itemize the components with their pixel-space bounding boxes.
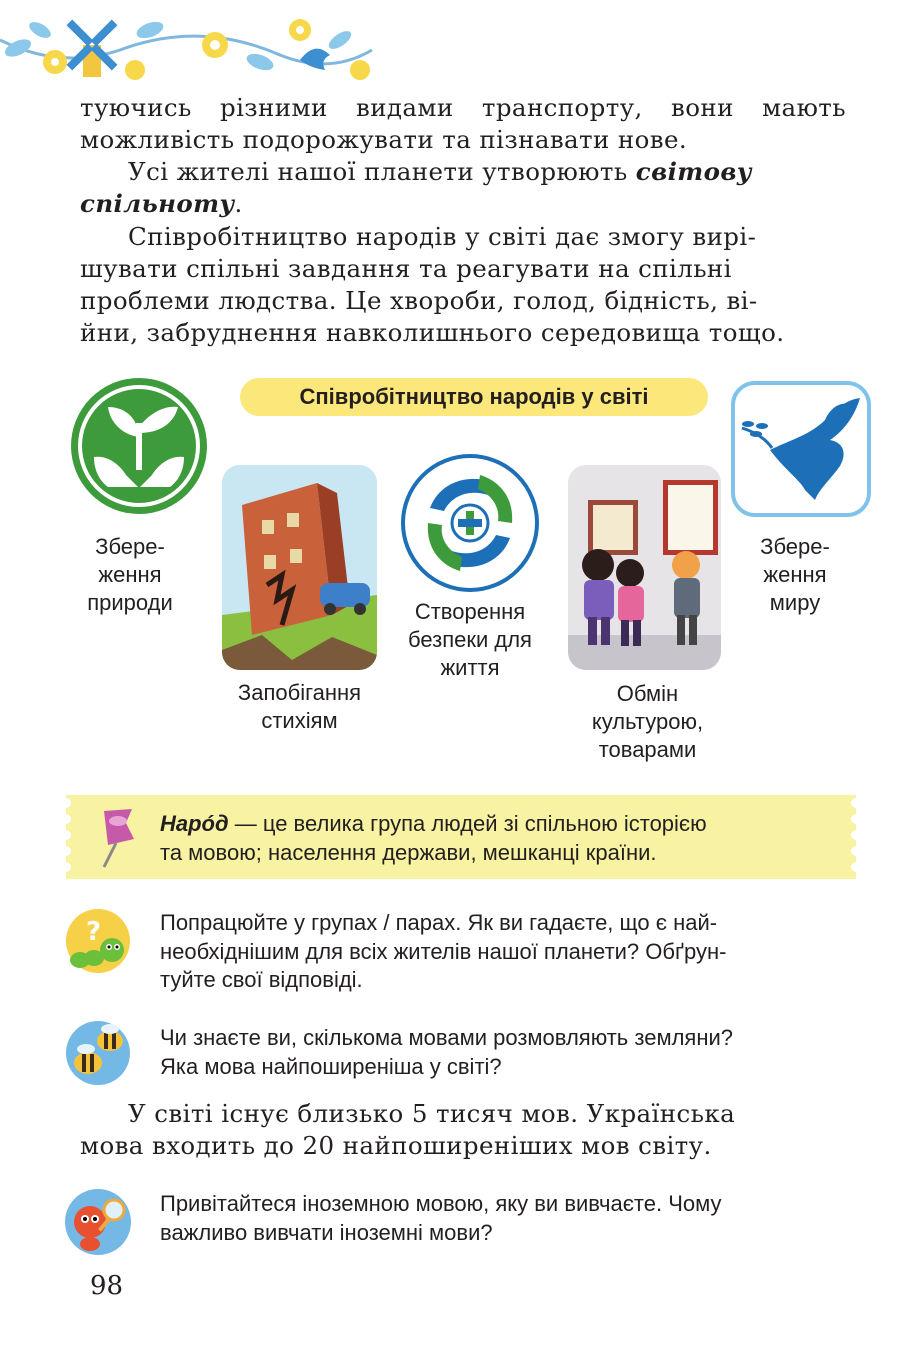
label-line: Збере- — [760, 534, 830, 559]
label-line: Створення — [414, 599, 526, 624]
label-line: Запобігання — [237, 680, 362, 705]
text-line: шувати спільні завдання та реагувати на спільні — [80, 254, 732, 283]
question-caterpillar-icon — [62, 908, 134, 974]
text-run: Усі жителі нашої планети утворюють — [128, 157, 636, 186]
task-text — [160, 1190, 850, 1247]
nature-label — [60, 533, 200, 617]
page-number: 98 — [90, 1271, 124, 1301]
label-line: життя — [440, 655, 500, 680]
label-line: ження — [763, 562, 827, 587]
world-community-paragraph — [80, 156, 846, 220]
ant-magnifier-icon — [62, 1186, 134, 1258]
definition-line — [160, 810, 850, 839]
key-term: спільноту — [80, 189, 235, 218]
task-line: Чи знаєте ви, скількома мовами розмовляють земляни? — [160, 1025, 733, 1050]
text-line: туючись різними видами транспорту, вони мають — [80, 93, 846, 122]
label-line: природи — [87, 590, 173, 615]
label-line: Обмін — [616, 681, 679, 706]
label-line: ження — [98, 562, 162, 587]
task-line: необхіднішим для всіх жителів нашої планети? Обґрун- — [160, 938, 727, 964]
label-line: культурою, — [591, 709, 704, 734]
culture-label — [560, 680, 735, 764]
safety-hands-icon — [400, 453, 540, 593]
definition-line: та мовою; населення держави, мешканці країни. — [160, 839, 657, 865]
cooperation-paragraph — [80, 221, 846, 349]
peace-label — [725, 533, 865, 617]
text-line: Співробітництво народів у світі дає змогу вирі- — [128, 222, 757, 251]
task-line: Привітайтеся іноземною мовою, яку ви вивчаєте. Чому — [160, 1191, 722, 1216]
svg-text:?: ? — [86, 917, 102, 947]
disaster-label — [212, 679, 387, 735]
bees-icon — [62, 1015, 134, 1087]
definition-term: Нарóд — [160, 811, 229, 836]
languages-paragraph — [80, 1098, 846, 1162]
task-line: Яка мова найпоширеніша у світі? — [160, 1053, 502, 1079]
text-line: йни, забруднення навколишнього середовища тощо. — [80, 318, 785, 347]
text-line: У світі існує близько 5 тисяч мов. Українська — [128, 1099, 736, 1128]
diagram-title — [240, 378, 708, 416]
disaster-building-icon — [222, 465, 377, 670]
task-text — [160, 909, 850, 995]
diagram-title-text: Співробітництво народів у світі — [299, 384, 649, 409]
nature-hands-icon — [68, 375, 210, 517]
task-line: Попрацюйте у групах / парах. Як ви гадаєте, що є най- — [160, 910, 718, 935]
text-run: — це велика група людей зі спільною історією — [228, 811, 707, 836]
label-line: товарами — [598, 737, 697, 762]
text-line: проблеми людства. Це хвороби, голод, бідність, ві- — [80, 286, 758, 315]
label-line: Збере- — [95, 534, 165, 559]
text-line — [80, 156, 846, 188]
intro-paragraph — [80, 92, 846, 156]
task-line: важливо вивчати іноземні мови? — [160, 1219, 493, 1245]
pushpin-icon — [96, 805, 152, 871]
text-line: мова входить до 20 найпоширеніших мов світу. — [80, 1131, 712, 1160]
text-run: . — [234, 189, 243, 218]
key-term: світову — [635, 157, 752, 186]
safety-label — [390, 598, 550, 682]
task-text — [160, 1024, 850, 1081]
text-line — [80, 188, 846, 220]
definition-text — [160, 810, 850, 867]
task-line: туйте свої відповіді. — [160, 967, 363, 992]
museum-children-icon — [568, 465, 721, 670]
peace-dove-icon — [730, 380, 872, 518]
header-ornament — [0, 0, 380, 90]
label-line: стихіям — [261, 708, 338, 733]
label-line: безпеки для — [408, 627, 532, 652]
text-line: можливість подорожувати та пізнавати нове. — [80, 125, 688, 154]
label-line: миру — [769, 590, 821, 615]
